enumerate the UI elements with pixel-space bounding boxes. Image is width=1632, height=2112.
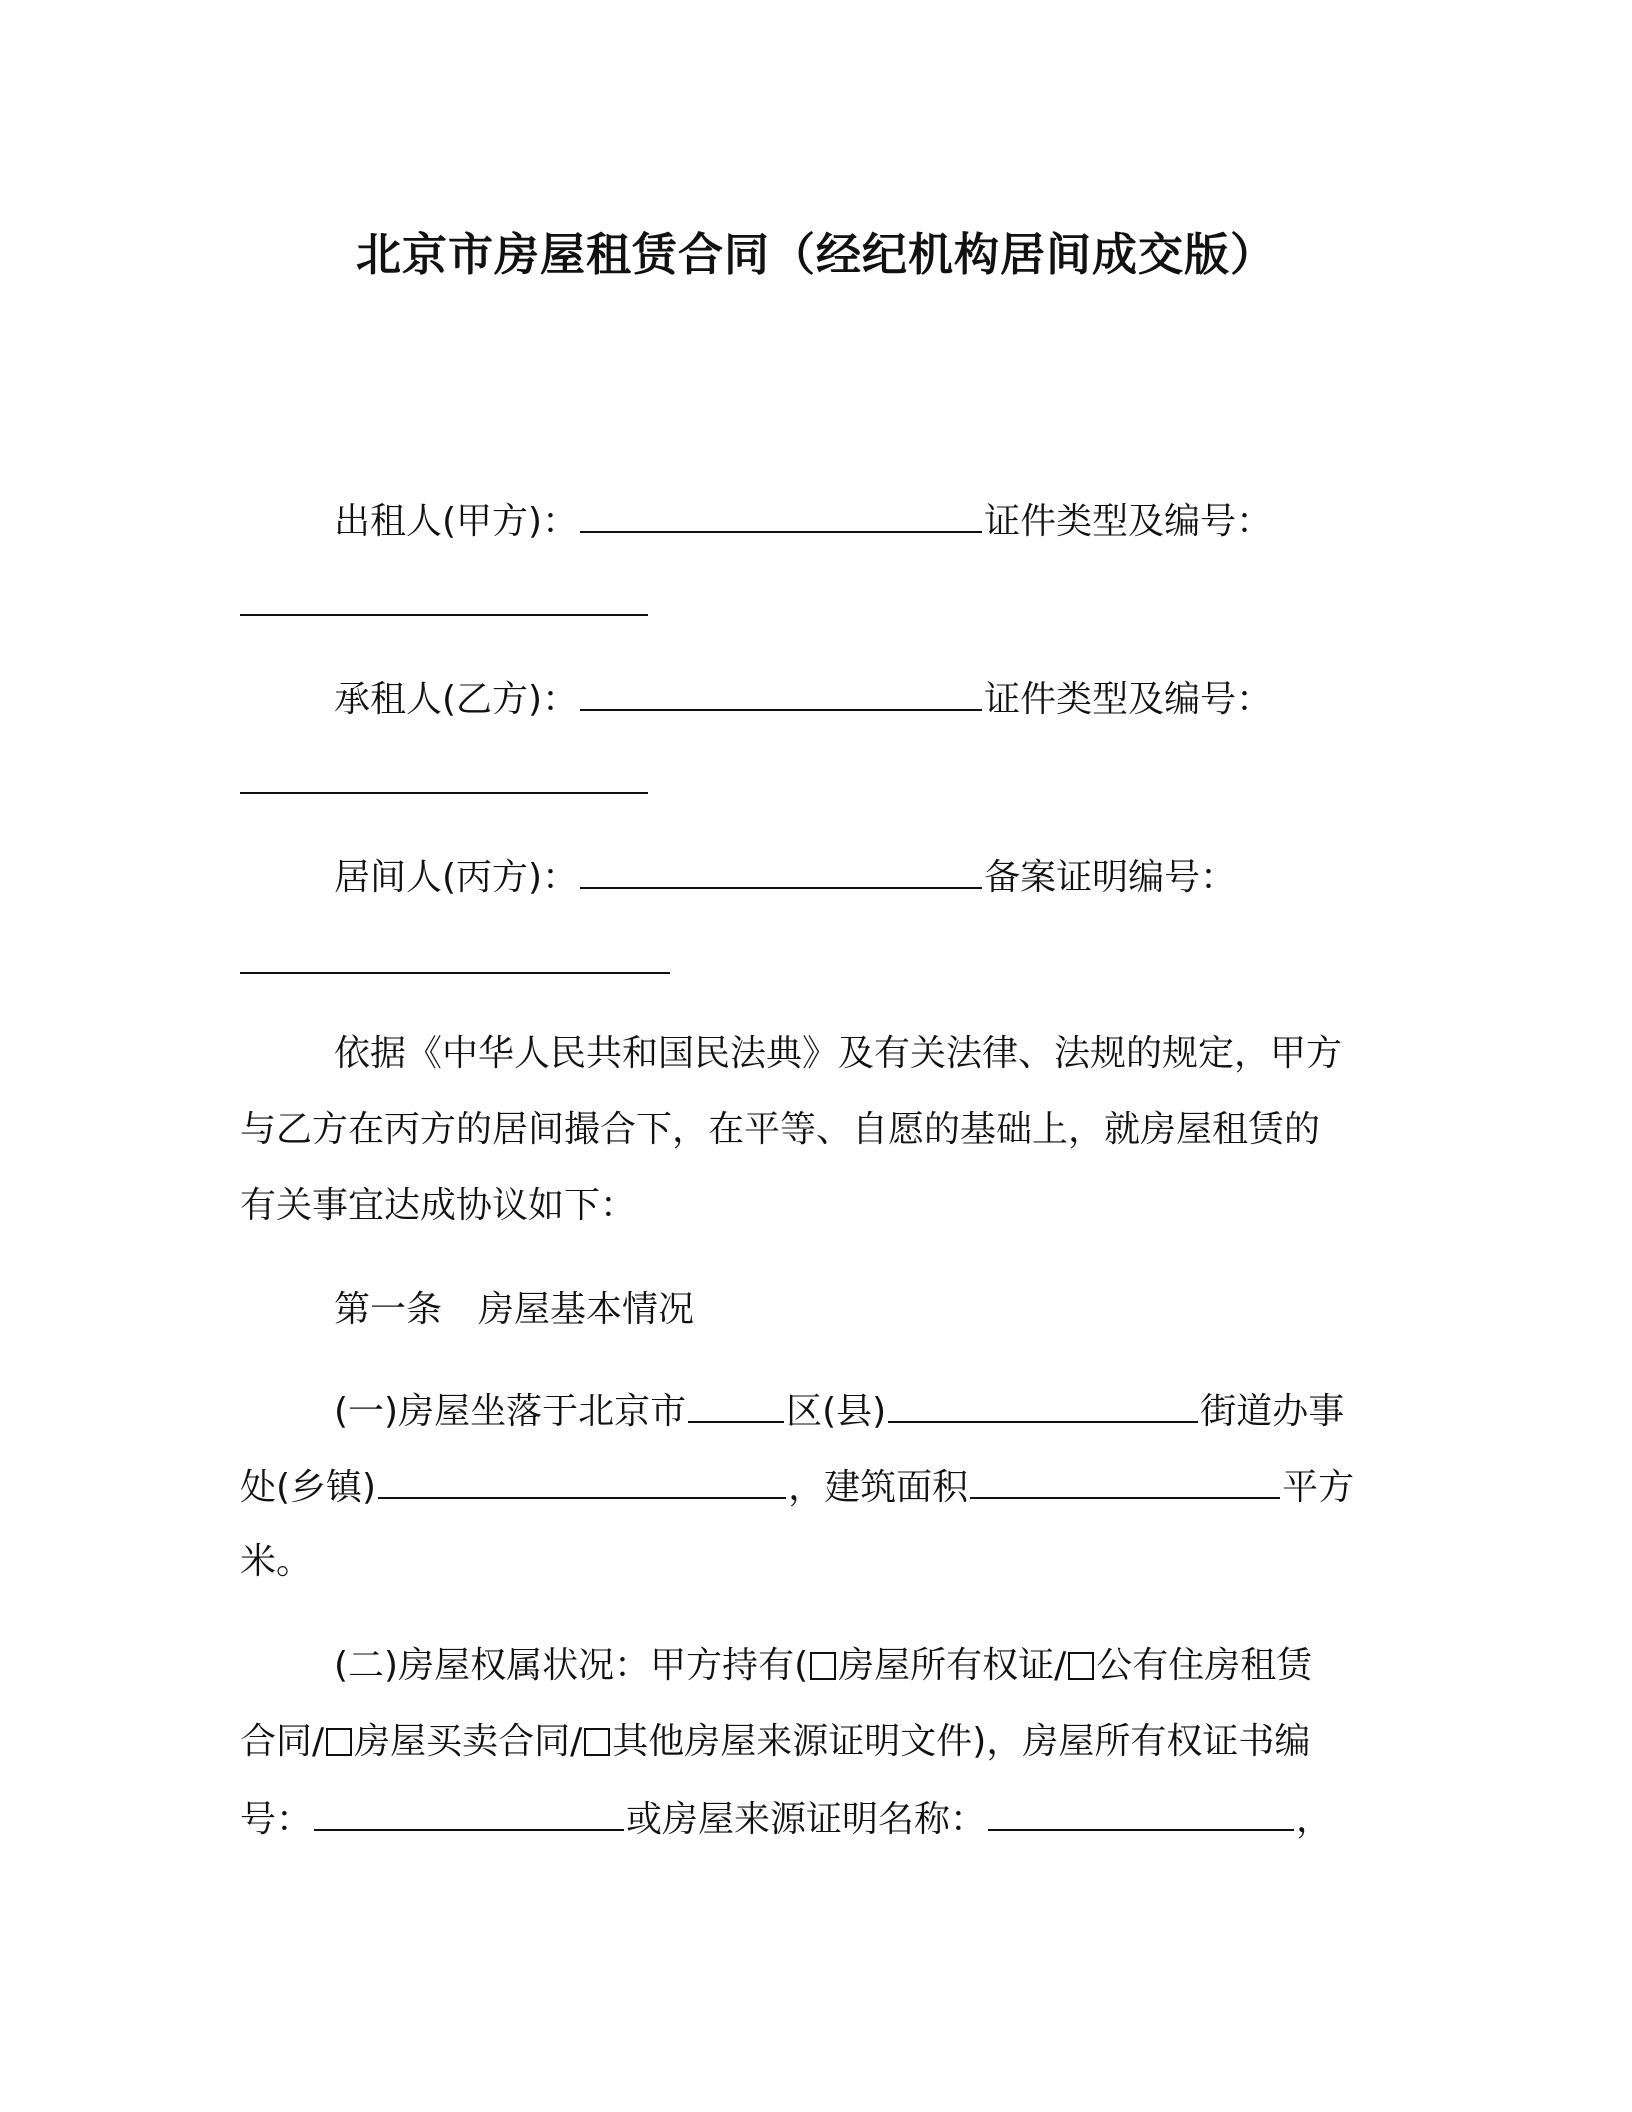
article-1-item-1-line-1 xyxy=(334,1383,1344,1439)
article-1-item-2-line-2 xyxy=(240,1715,1310,1769)
intermediary-label: 居间人(丙方)： xyxy=(334,857,579,898)
item1-township-label: 处(乡镇) xyxy=(240,1467,377,1508)
checkbox-purchase-contract[interactable] xyxy=(326,1728,352,1756)
item1-area-label: ，建筑面积 xyxy=(788,1467,969,1508)
intermediary-name-blank[interactable] xyxy=(580,849,982,889)
cert-number-blank[interactable] xyxy=(314,1791,624,1831)
intermediary-line xyxy=(334,849,1236,905)
article-1-item-1-line-2 xyxy=(240,1459,1354,1515)
option-ownership-cert: 房屋所有权证/ xyxy=(838,1645,1067,1686)
source-doc-name-label: 或房屋来源证明名称： xyxy=(626,1799,987,1840)
lessor-id-label: 证件类型及编号： xyxy=(984,501,1273,542)
document-title: 北京市房屋租赁合同（经纪机构居间成交版） xyxy=(355,228,1276,281)
article-1-item-2-line-1 xyxy=(334,1639,1312,1693)
checkbox-other-source-docs[interactable] xyxy=(584,1728,610,1756)
item1-district-label: 区(县) xyxy=(786,1391,887,1432)
lessee-name-blank[interactable] xyxy=(580,671,982,711)
preamble-line-1: 依据《中华人民共和国民法典》及有关法律、法规的规定，甲方 xyxy=(334,1033,1343,1074)
option-public-housing-lease-cont: 合同/ xyxy=(240,1721,325,1762)
item1-unit-label: 平方 xyxy=(1282,1467,1355,1508)
preamble-line-3: 有关事宜达成协议如下： xyxy=(240,1185,637,1226)
article-1-heading: 第一条 房屋基本情况 xyxy=(334,1289,695,1330)
lessee-id-blank[interactable] xyxy=(240,792,648,794)
item1-location-label: (一)房屋坐落于北京市 xyxy=(334,1391,687,1432)
township-blank[interactable] xyxy=(378,1459,786,1499)
preamble-line-2: 与乙方在丙方的居间撮合下，在平等、自愿的基础上，就房屋租赁的 xyxy=(240,1109,1321,1150)
item2-intro: (二)房屋权属状况：甲方持有( xyxy=(334,1645,809,1686)
intermediary-record-blank[interactable] xyxy=(240,972,670,974)
article-1-item-2-line-3 xyxy=(240,1791,1332,1847)
lessor-name-blank[interactable] xyxy=(580,493,982,533)
item1-street-label: 街道办事 xyxy=(1200,1391,1345,1432)
lessee-label: 承租人(乙方)： xyxy=(334,679,579,720)
lessor-line xyxy=(334,493,1272,549)
cert-number-label: 号： xyxy=(240,1799,313,1840)
option-other-source-docs: 其他房屋来源证明文件)，房屋所有权证书编 xyxy=(612,1721,1311,1762)
district-blank[interactable] xyxy=(688,1383,784,1423)
article-1-item-1-line-3: 米。 xyxy=(240,1541,313,1582)
option-purchase-contract: 房屋买卖合同/ xyxy=(354,1721,583,1762)
lessee-id-label: 证件类型及编号： xyxy=(984,679,1273,720)
item2-trailing-comma: ， xyxy=(1296,1799,1333,1840)
street-office-blank[interactable] xyxy=(888,1383,1198,1423)
checkbox-ownership-cert[interactable] xyxy=(810,1652,836,1680)
intermediary-record-label: 备案证明编号： xyxy=(984,857,1237,898)
checkbox-public-housing-lease[interactable] xyxy=(1068,1652,1094,1680)
option-public-housing-lease: 公有住房租赁 xyxy=(1096,1645,1313,1686)
lessee-line xyxy=(334,671,1272,727)
area-blank[interactable] xyxy=(970,1459,1280,1499)
source-doc-name-blank[interactable] xyxy=(988,1791,1294,1831)
lessor-label: 出租人(甲方)： xyxy=(334,501,579,542)
lessor-id-blank[interactable] xyxy=(240,614,648,616)
